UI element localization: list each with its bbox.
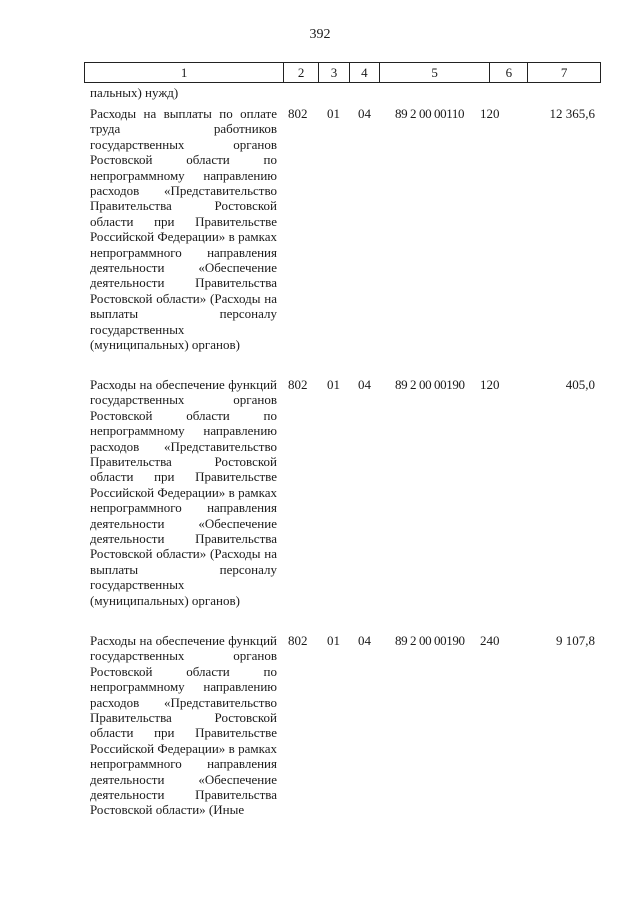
row-description: Расходы на обеспечение функций государственных органов Ростовской области по непрограммному направлению расходов «Представительство Правительства Ростовской области при Правительстве Российской Федерации» в рамках непрограммного направления деятельности «Обеспечение деятельности Правительства Ростовской области» (Расходы на выплаты персоналу государственных (муниципальных) органов): [90, 377, 277, 608]
cell-amount: 405,0: [565, 377, 595, 392]
cell-amount: 9 107,8: [556, 633, 595, 648]
page-number: 392: [309, 27, 331, 42]
cell-target-article: 89 2 00 00110: [395, 106, 465, 121]
cell-section: 01: [327, 106, 340, 121]
header-col-7: 7: [560, 64, 568, 80]
cell-section: 01: [327, 633, 340, 648]
continuation-text: пальных) нужд): [90, 85, 179, 100]
cell-ministry-code: 802: [288, 377, 308, 392]
header-col-4: 4: [350, 63, 380, 82]
cell-subsection: 04: [358, 377, 371, 392]
cell-expense-type: 240: [480, 633, 500, 648]
cell-section: 01: [327, 377, 340, 392]
header-col-3: 3: [319, 63, 350, 82]
row-description: Расходы на выплаты по оплате труда работников государственных органов Ростовской области по непрограммному направлению расходов «Представительство Правительства Ростовской области при Правительстве Российской Федерации» в рамках непрограммного направления деятельности «Обеспечение деятельности Правительства Ростовской области» (Расходы на выплаты персоналу государственных (муниципальных) органов): [90, 106, 277, 353]
cell-ministry-code: 802: [288, 633, 308, 648]
cell-expense-type: 120: [480, 106, 500, 121]
cell-expense-type: 120: [480, 377, 500, 392]
cell-amount: 12 365,6: [549, 106, 595, 121]
table-header: [84, 62, 601, 83]
header-col-6: 6: [490, 63, 528, 82]
cell-subsection: 04: [358, 106, 371, 121]
cell-ministry-code: 802: [288, 106, 308, 121]
header-col-5: 5: [380, 63, 491, 82]
cell-target-article: 89 2 00 00190: [395, 633, 465, 648]
cell-target-article: 89 2 00 00190: [395, 377, 465, 392]
header-col-2: 2: [284, 63, 319, 82]
cell-subsection: 04: [358, 633, 371, 648]
header-col-1: 1: [85, 63, 284, 82]
row-description: Расходы на обеспечение функций государственных органов Ростовской области по непрограммному направлению расходов «Представительство Правительства Ростовской области при Правительстве Российской Федерации» в рамках непрограммного направления деятельности «Обеспечение деятельности Правительства Ростовской области» (Иные: [90, 633, 277, 818]
